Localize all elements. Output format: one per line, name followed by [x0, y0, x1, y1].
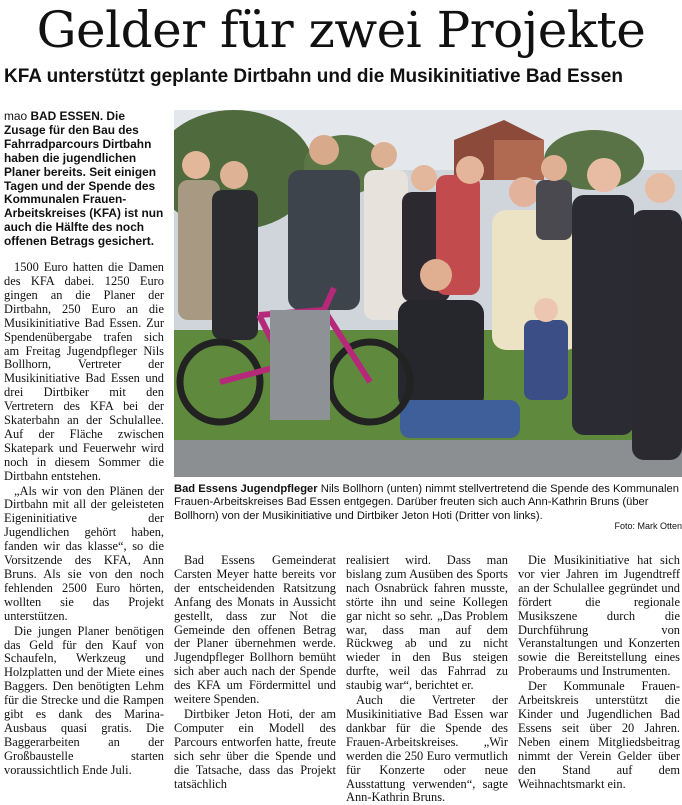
column-2	[174, 554, 336, 791]
caption-text: Nils Bollhorn (unten) nimmt stellvertretend die Spende des Kommunalen Frauen-Arbeitskreises Bad Essen entgegen. Darüber freuten sich auch Ann-Kathrin Bruns (über Bollhorn) von der Musikinitiative und Dirtbiker Jeton Hoti (Dritter von links).	[174, 483, 679, 522]
paragraph: Die jungen Planer benötigen das Geld für den Kauf von Schaufeln, Werkzeug und Holzplatten und der Miete eines Baggers. Den benötigten Lehm für die Strecke und die Rampen gibt es dank des Marina-Ausbaus quasi gratis. Die Baggerarbeiten an der Großbaustelle starten voraussichtlich Ende Juli.	[4, 623, 164, 777]
column-3	[346, 554, 508, 805]
author-short: mao	[4, 109, 28, 123]
paragraph: Die Musikinitiative hat sich vor vier Jahren im Jugendtreff an der Schulallee gegründet und fördert die regionale Musikszene durch die Durchführung von Veranstaltungen und Konzerten sowie die Bereitstellung eines Proberaums und Instrumenten.	[518, 553, 680, 679]
paragraph: 1500 Euro hatten die Damen des KFA dabei. 1250 Euro gingen an die Planer der Dirtbahn, 250 Euro an die Musikinitiative Bad Essen. Zur Spendenübergabe trafen sich am Freitag Jugendpfleger Nils Bollhorn, Vertreter der Musikinitiative Bad Essen und drei Dirtbiker mit den Vertretern des KFA bei der Skaterbahn an der Schulallee. Auf der Fläche zwischen Skatepark und Feuerwehr wird noch in diesem Sommer die Dirtbahn entstehen.	[4, 260, 164, 483]
column-4	[518, 554, 680, 791]
photo-credit: Foto: Mark Otten	[614, 521, 682, 532]
article-photo	[174, 110, 682, 477]
subheadline: KFA unterstützt geplante Dirtbahn und die Musikinitiative Bad Essen	[4, 66, 623, 87]
headline: Gelder für zwei Projekte	[36, 1, 646, 59]
lead-paragraph	[4, 110, 164, 249]
caption-lead: Bad Essens Jugendpfleger	[174, 483, 318, 495]
column-1	[4, 110, 164, 778]
paragraph: Bad Essens Gemeinderat Carsten Meyer hatte bereits vor der entscheidenden Ratsitzung Anfang des Monats in Aussicht gestellt, dass zur Not die Gemeinde den offenen Betrag der Planer übernehmen werde. Jugendpfleger Bollhorn bemüht sich aber auch nach der Spende des KFA um Fördermittel und weitere Spenden.	[174, 553, 336, 707]
paragraph: Auch die Vertreter der Musikinitiative Bad Essen war dankbar für die Spende des Frauen-Arbeitskreises. „Wir werden die 250 Euro vermutlich für Konzerte oder neue Ausstattung verwenden“, sagte Ann-Kathrin Bruns.	[346, 693, 508, 805]
lead-text: BAD ESSEN. Die Zusage für den Bau des Fahrradparcours Dirtbahn haben die jugendlichen Planer bereits. Seit einigen Tagen und der Spende des Kommunalen Frauen-Arbeitskreises (KFA) ist nun auch die Hälfte des noch offenen Betrags gesichert.	[4, 109, 164, 249]
paragraph: Dirtbiker Jeton Hoti, der am Computer ein Modell des Parcours entworfen hatte, freute sich sehr über die Spende und die Tatsache, dass das Projekt tatsächlich	[174, 706, 336, 791]
paragraph: Der Kommunale Frauen-Arbeitskreis unterstützt die Kinder und Jugendlichen Bad Essens seit über 20 Jahren. Neben einem Mitgliedsbeitrag nimmt der Verein Gelder über den Stand auf dem Weihnachtsmarkt ein.	[518, 679, 680, 791]
paragraph: realisiert wird. Dass man bislang zum Ausüben des Sports nach Osnabrück fahren musste, störte ihn und seine Kollegen gar nicht so sehr. „Das Problem war, dass man auf dem Rückweg ab und zu nicht wieder in den Bus steigen durfte, weil das Fahrrad zu staubig war“, berichtet er.	[346, 553, 508, 693]
paragraph: „Als wir von den Plänen der Dirtbahn mit all der geleisteten Eigeninitiative der Jugendlichen gehört haben, fanden wir das klasse“, so die Vorsitzende des KFA, Ann Bruns. Als sie von den noch fehlenden 2500 Euro hörten, wollten sie das Projekt unterstützen.	[4, 483, 164, 623]
photo-caption	[174, 483, 682, 531]
